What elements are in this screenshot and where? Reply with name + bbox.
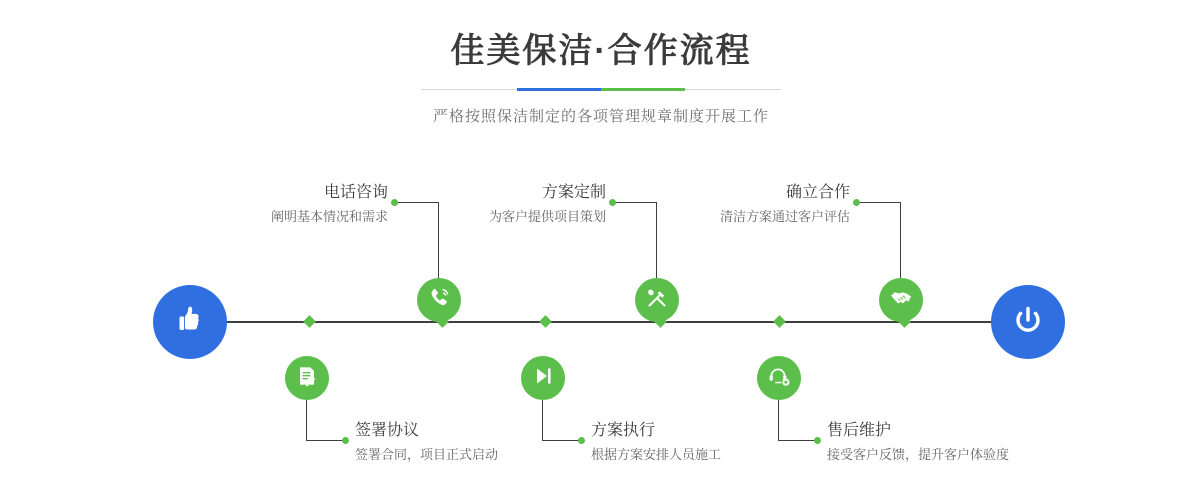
step-desc-1: 阐明基本情况和需求: [270, 209, 388, 224]
step-label-4: [591, 420, 721, 466]
step-title-6: 售后维护: [827, 422, 892, 439]
divider-blue-segment: [517, 88, 601, 91]
page-subtitle: 严格按照保洁制定的各项管理规章制度开展工作: [432, 108, 769, 125]
step-dot-3: [609, 199, 616, 206]
step-connector-5-horizontal: [857, 202, 901, 203]
step-node-4: [521, 356, 565, 400]
step-title-5: 确立合作: [785, 184, 850, 201]
play-next-icon: [531, 364, 555, 393]
divider-green-segment: [601, 88, 685, 91]
step-dot-1: [391, 199, 398, 206]
step-desc-3: 为客户提供项目策划: [488, 209, 606, 224]
step-label-5: [650, 182, 850, 228]
handshake-icon: [889, 286, 913, 315]
step-dot-4: [578, 437, 585, 444]
end-endpoint: [991, 285, 1065, 359]
step-node-1: [417, 278, 461, 322]
customer-service-icon: [767, 364, 791, 393]
power-icon: [1008, 300, 1048, 345]
step-title-3: 方案定制: [541, 184, 606, 201]
step-node-6: [757, 356, 801, 400]
step-connector-4-vertical: [542, 400, 543, 440]
step-desc-5: 清洁方案通过客户评估: [719, 209, 850, 224]
tools-icon: [645, 286, 669, 315]
document-edit-icon: [295, 364, 319, 393]
step-title-4: 方案执行: [591, 422, 656, 439]
step-label-2: [355, 420, 498, 466]
step-connector-5-vertical: [900, 202, 901, 278]
step-connector-4-horizontal: [542, 440, 582, 441]
step-connector-6-horizontal: [778, 440, 818, 441]
step-label-6: [827, 420, 1009, 466]
step-dot-6: [814, 437, 821, 444]
thumbs-up-icon: [170, 300, 210, 345]
step-title-2: 签署协议: [355, 422, 420, 439]
phone-ring-icon: [427, 286, 451, 315]
axis-marker-1: [303, 315, 316, 328]
step-connector-2-horizontal: [306, 440, 346, 441]
step-label-1: [188, 182, 388, 228]
axis-marker-5: [773, 315, 786, 328]
step-node-5: [879, 278, 923, 322]
step-connector-2-vertical: [306, 400, 307, 440]
step-desc-4: 根据方案安排人员施工: [591, 447, 722, 462]
step-desc-2: 签署合同，项目正式启动: [355, 447, 499, 462]
step-connector-6-vertical: [778, 400, 779, 440]
step-title-1: 电话咨询: [323, 184, 388, 201]
step-label-3: [406, 182, 606, 228]
step-dot-5: [853, 199, 860, 206]
timeline: [0, 150, 1202, 502]
axis-marker-3: [539, 315, 552, 328]
start-endpoint: [153, 285, 227, 359]
step-desc-6: 接受客户反馈，提升客户体验度: [827, 447, 1010, 462]
step-node-2: [285, 356, 329, 400]
page-header: [0, 28, 1202, 126]
page-title: 佳美保洁·合作流程: [450, 32, 752, 70]
title-divider: [421, 88, 781, 91]
step-dot-2: [342, 437, 349, 444]
step-node-3: [635, 278, 679, 322]
